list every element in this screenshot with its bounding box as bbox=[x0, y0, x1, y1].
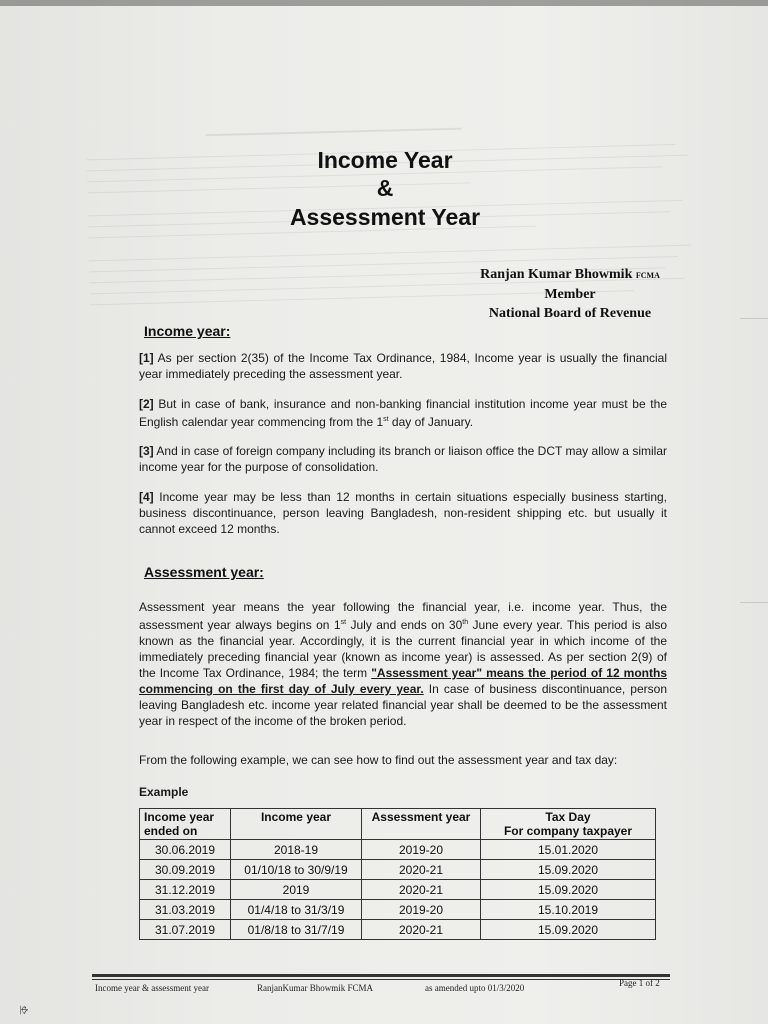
header-tax-day bbox=[481, 809, 656, 840]
footer-amended: as amended upto 01/3/2020 bbox=[425, 983, 525, 993]
table-cell: 15.09.2020 bbox=[481, 920, 656, 940]
corner-mark: ক bbox=[17, 1005, 32, 1015]
table-row bbox=[140, 860, 656, 880]
footer-rule bbox=[92, 974, 670, 977]
header-assessment-year: Assessment year bbox=[362, 809, 481, 840]
table-cell: 15.01.2020 bbox=[481, 840, 656, 860]
point-tag: [4] bbox=[139, 490, 154, 504]
author-name: Ranjan Kumar Bhowmik bbox=[480, 267, 633, 282]
example-label: Example bbox=[139, 785, 189, 799]
table-cell: 31.07.2019 bbox=[140, 920, 231, 940]
table-cell: 30.06.2019 bbox=[140, 840, 231, 860]
footer-author: RanjanKumar Bhowmik FCMA bbox=[257, 983, 373, 993]
title-line-1: Income Year bbox=[317, 147, 453, 173]
point-text: day of January. bbox=[388, 415, 474, 429]
income-year-point-3 bbox=[139, 443, 667, 475]
table-cell: 31.12.2019 bbox=[140, 880, 231, 900]
income-year-point-2 bbox=[139, 396, 667, 430]
table-row bbox=[140, 900, 656, 920]
paragraph-text: June every year. This period is also known as the financial year. Accordingly, it is the current financial year in which income of the immediately preceding financial year (known as income year) is assessed. As per section 2(9) of the Income Tax Ordinance, 1984; the term bbox=[139, 618, 668, 680]
footer-page: Page 1 of 2 bbox=[619, 978, 660, 988]
table-header-row bbox=[140, 809, 656, 840]
income-year-point-4 bbox=[139, 489, 667, 537]
point-tag: [1] bbox=[139, 351, 154, 365]
point-text: Income year may be less than 12 months in certain situations especially business starting, business discontinuance, person leaving Bangladesh, non-resident shipping etc. but usually it cannot exceed 12 months. bbox=[139, 490, 667, 536]
table-cell: 15.10.2019 bbox=[481, 900, 656, 920]
superscript: th bbox=[462, 619, 469, 626]
table-cell: 2019-20 bbox=[362, 840, 481, 860]
income-year-point-1 bbox=[139, 350, 667, 382]
assessment-year-paragraph bbox=[139, 599, 667, 729]
footer-left: Income year & assessment year bbox=[95, 983, 209, 993]
table-cell: 2019 bbox=[231, 880, 362, 900]
scan-mark bbox=[740, 602, 768, 603]
header-line: Tax Day bbox=[545, 810, 591, 824]
point-text: And in case of foreign company including its branch or liaison office the DCT may allow a similar income year for the purpose of consolidation. bbox=[139, 444, 667, 474]
table-cell: 2020-21 bbox=[362, 860, 481, 880]
paragraph-text: Assessment year means the year following the financial year, i.e. income year. Thus, the assessment year always begins on 1 bbox=[139, 600, 667, 632]
author-role: Member bbox=[544, 287, 596, 302]
table-cell: 31.03.2019 bbox=[140, 900, 231, 920]
author-org: National Board of Revenue bbox=[488, 306, 652, 321]
author-block bbox=[470, 265, 670, 323]
header-line: ended on bbox=[144, 824, 198, 838]
point-tag: [2] bbox=[139, 397, 154, 411]
superscript: st bbox=[340, 619, 347, 626]
example-table bbox=[139, 808, 656, 940]
header-line: Income year bbox=[144, 810, 215, 824]
paragraph-text: In case of business discontinuance, person leaving Bangladesh etc. income year related financial year shall be deemed to be the assessment year in respect of the income of the broken period. bbox=[139, 682, 667, 728]
table-row bbox=[140, 840, 656, 860]
header-line: For company taxpayer bbox=[503, 824, 633, 838]
table-cell: 2020-21 bbox=[362, 880, 481, 900]
author-suffix: FCMA bbox=[635, 271, 660, 280]
table-row bbox=[140, 880, 656, 900]
superscript: st bbox=[383, 416, 389, 423]
income-year-heading: Income year: bbox=[144, 323, 231, 339]
table-cell: 01/4/18 to 31/3/19 bbox=[231, 900, 362, 920]
table-row bbox=[140, 920, 656, 940]
example-intro: From the following example, we can see how to find out the assessment year and tax day: bbox=[139, 753, 618, 767]
table-cell: 2020-21 bbox=[362, 920, 481, 940]
paragraph-text: July and ends on 30 bbox=[346, 618, 463, 632]
scan-mark bbox=[740, 318, 768, 319]
point-tag: [3] bbox=[139, 444, 154, 458]
table-cell: 01/8/18 to 31/7/19 bbox=[231, 920, 362, 940]
header-income-year: Income year bbox=[231, 809, 362, 840]
author-name-line bbox=[470, 265, 670, 285]
title-ampersand: & bbox=[376, 175, 394, 201]
table-cell: 15.09.2020 bbox=[481, 860, 656, 880]
definition-emphasis: "Assessment year" means the period of 12 months commencing on the first day of July every year. bbox=[139, 666, 667, 696]
scan-top-edge bbox=[0, 0, 768, 6]
table-cell: 15.09.2020 bbox=[481, 880, 656, 900]
table-cell: 01/10/18 to 30/9/19 bbox=[231, 860, 362, 880]
table-cell: 2019-20 bbox=[362, 900, 481, 920]
table-cell: 30.09.2019 bbox=[140, 860, 231, 880]
footer-rule-thin bbox=[92, 979, 670, 980]
title-line-3: Assessment Year bbox=[289, 204, 481, 230]
assessment-year-heading: Assessment year: bbox=[144, 564, 264, 580]
point-text: As per section 2(35) of the Income Tax Ordinance, 1984, Income year is usually the financial year immediately preceding the assessment year. bbox=[139, 351, 667, 381]
header-income-year-ended bbox=[140, 809, 231, 840]
point-text: But in case of bank, insurance and non-banking financial institution income year must be the English calendar year commencing from the 1 bbox=[139, 397, 667, 429]
table-cell: 2018-19 bbox=[231, 840, 362, 860]
